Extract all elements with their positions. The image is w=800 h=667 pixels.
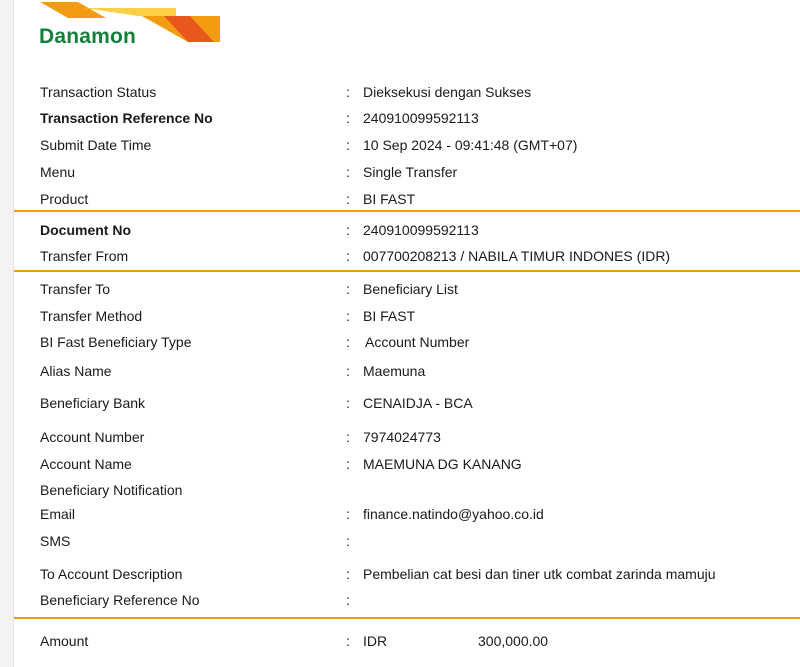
row-separator: : xyxy=(346,395,350,411)
row-separator: : xyxy=(346,456,350,472)
row-value: Maemuna xyxy=(363,363,426,379)
row-separator: : xyxy=(346,248,350,264)
row-label: Document No xyxy=(40,222,131,238)
row-label: Transaction Status xyxy=(40,84,157,100)
row-value: 007700208213 / NABILA TIMUR INDONES (IDR) xyxy=(363,248,671,264)
section-divider xyxy=(14,210,800,212)
row-label: Menu xyxy=(40,164,76,180)
row-label: Transfer From xyxy=(40,248,129,264)
row-value: BI FAST xyxy=(363,191,416,207)
row-separator: : xyxy=(346,110,350,126)
row-label: Product xyxy=(40,191,89,207)
amount-value: 300,000.00 xyxy=(478,633,549,649)
row-label: Alias Name xyxy=(40,363,112,379)
row-value: CENAIDJA - BCA xyxy=(363,395,473,411)
row-value: BI FAST xyxy=(363,308,416,324)
row-separator: : xyxy=(346,308,350,324)
row-value: 7974024773 xyxy=(363,429,441,445)
row-separator: : xyxy=(346,533,350,549)
row-separator: : xyxy=(346,633,350,649)
row-label: Email xyxy=(40,506,76,522)
row-value: Single Transfer xyxy=(363,164,458,180)
row-label: Beneficiary Notification xyxy=(40,482,183,498)
section-divider xyxy=(14,270,800,272)
row-value: Beneficiary List xyxy=(363,281,458,297)
row-separator: : xyxy=(346,281,350,297)
danamon-logo-text: Danamon xyxy=(39,25,137,48)
row-label: Transfer Method xyxy=(40,308,143,324)
amount-label: Amount xyxy=(40,633,89,649)
danamon-logo xyxy=(38,0,228,52)
row-value: 10 Sep 2024 - 09:41:48 (GMT+07) xyxy=(363,137,578,153)
row-separator: : xyxy=(346,592,350,608)
row-separator: : xyxy=(346,363,350,379)
row-separator: : xyxy=(346,222,350,238)
row-label: SMS xyxy=(40,533,71,549)
amount-currency: IDR xyxy=(363,633,388,649)
row-separator: : xyxy=(346,191,350,207)
row-separator: : xyxy=(346,334,350,350)
row-label: To Account Description xyxy=(40,566,183,582)
section-divider xyxy=(14,617,800,619)
row-separator: : xyxy=(346,137,350,153)
row-label: BI Fast Beneficiary Type xyxy=(40,334,192,350)
row-value: Pembelian cat besi dan tiner utk combat zarinda mamuju xyxy=(363,566,716,582)
row-label: Beneficiary Bank xyxy=(40,395,146,411)
row-value: 240910099592113 xyxy=(363,110,479,126)
row-label: Transfer To xyxy=(40,281,111,297)
row-separator: : xyxy=(346,506,350,522)
row-separator: : xyxy=(346,429,350,445)
page-left-margin xyxy=(0,0,14,667)
row-separator: : xyxy=(346,566,350,582)
row-value: MAEMUNA DG KANANG xyxy=(363,456,522,472)
row-label: Submit Date Time xyxy=(40,137,152,153)
row-label: Account Number xyxy=(40,429,145,445)
row-value: Dieksekusi dengan Sukses xyxy=(363,84,532,100)
row-separator: : xyxy=(346,164,350,180)
row-value: Account Number xyxy=(365,334,470,350)
row-label: Beneficiary Reference No xyxy=(40,592,200,608)
row-label: Account Name xyxy=(40,456,132,472)
row-value: 240910099592113 xyxy=(363,222,479,238)
row-separator: : xyxy=(346,84,350,100)
row-value: finance.natindo@yahoo.co.id xyxy=(363,506,544,522)
row-label: Transaction Reference No xyxy=(40,110,213,126)
